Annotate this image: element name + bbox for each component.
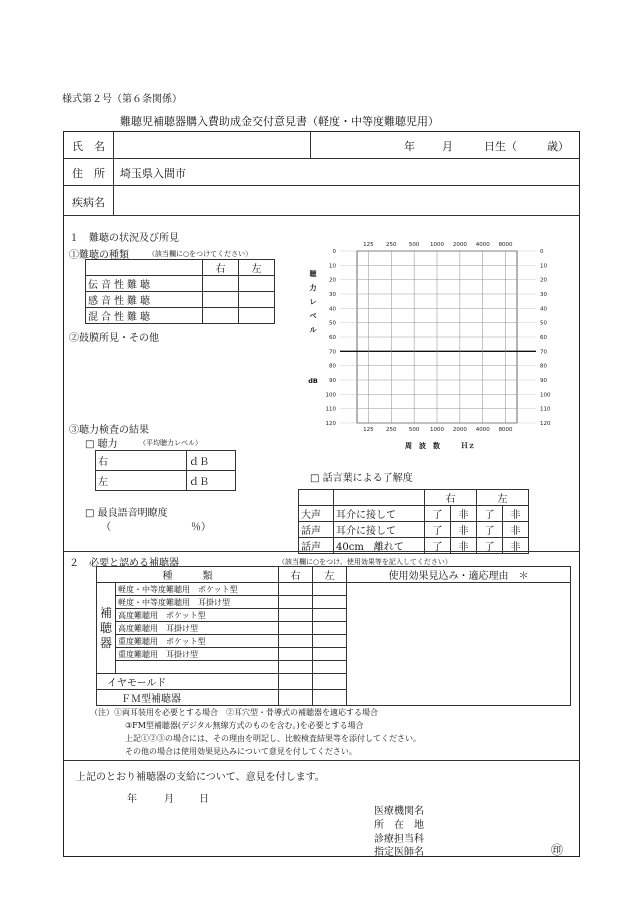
- item-severe-pocket: 高度難聴用 ポケット型: [116, 609, 279, 622]
- db-tick-right: 80: [540, 363, 547, 370]
- item-earmold-right[interactable]: [279, 674, 313, 690]
- item-mild-behind-ear-left[interactable]: [313, 596, 347, 609]
- db-tick-right: 90: [540, 378, 547, 384]
- speech-clarity-label[interactable]: □ 話言葉による了解度: [310, 473, 413, 484]
- speech-paren-close: ％）: [191, 522, 211, 533]
- address-label: 住 所: [72, 167, 105, 180]
- freq-tick-top: 500: [408, 242, 420, 248]
- freq-tick-top: 2000: [452, 242, 467, 248]
- speech-paren-open: （: [101, 522, 111, 533]
- freq-tick-bottom: 125: [363, 427, 374, 433]
- db-tick-left: 100: [325, 392, 336, 399]
- db-tick-left: 70: [329, 349, 336, 356]
- freq-tick-bottom: 8000: [498, 427, 513, 433]
- form-number: 様式第２号（第６条関係）: [62, 94, 182, 105]
- item-profound-behind-ear-left[interactable]: [313, 648, 347, 661]
- birth-month-label: 月: [442, 140, 453, 153]
- hearing-level-table: [95, 450, 236, 491]
- date-day: 日: [199, 794, 209, 805]
- col-right-header: 右: [279, 567, 313, 583]
- ylabel-unit: dB: [308, 377, 318, 385]
- freq-tick-top: 125: [363, 242, 374, 248]
- hearing-type-heading: ①難聴の種類: [69, 250, 129, 261]
- hearing-right-unit[interactable]: ｄＢ: [187, 451, 236, 471]
- type-conductive-right[interactable]: [203, 276, 239, 292]
- note-line-2: ③FM型補聴器(デジタル無線方式のものを含む。)を必要とする場合: [125, 721, 364, 730]
- freq-tick-top: 8000: [498, 242, 513, 248]
- freq-tick-top: 1000: [430, 242, 444, 248]
- hearing-aid-table: [96, 566, 571, 706]
- item-mild-pocket-right[interactable]: [279, 583, 313, 596]
- db-tick-left: 80: [329, 363, 336, 370]
- col-left-header: 左: [313, 567, 347, 583]
- ylabel-char: ベ: [309, 312, 317, 320]
- item-blank[interactable]: [116, 661, 279, 674]
- test-heading: ③聴力検査の結果: [69, 425, 149, 436]
- item-blank-left[interactable]: [313, 661, 347, 674]
- note-line-1: （注）①両耳装用を必要とする場合 ②耳穴型・骨導式の補聴器を適応する場合: [90, 708, 378, 717]
- ylabel-char: ル: [309, 326, 317, 334]
- type-sensorineural-left[interactable]: [239, 292, 275, 308]
- audiogram-chart: [300, 236, 562, 452]
- date-month: 月: [164, 794, 174, 805]
- hearing-level-note: （平均聴力レベル）: [139, 439, 202, 447]
- type-conductive-left[interactable]: [239, 276, 275, 292]
- db-tick-right: 110: [540, 406, 551, 413]
- db-tick-right: 30: [540, 292, 547, 298]
- type-mixed: 混合性難聴: [86, 308, 203, 324]
- type-mixed-left[interactable]: [239, 308, 275, 324]
- type-sensorineural-right[interactable]: [203, 292, 239, 308]
- item-profound-behind-ear: 重度難聴用 耳掛け型: [116, 648, 279, 661]
- item-blank-right[interactable]: [279, 661, 313, 674]
- db-tick-left: 0: [332, 249, 336, 255]
- db-tick-left: 90: [329, 378, 336, 384]
- freq-tick-bottom: 2000: [452, 427, 467, 433]
- birth-year-label: 年: [404, 140, 415, 153]
- item-profound-pocket: 重度難聴用 ポケット型: [116, 635, 279, 648]
- freq-tick-bottom: 1000: [430, 427, 444, 433]
- department-label: 診療担当科: [374, 834, 424, 845]
- db-tick-left: 40: [329, 306, 336, 313]
- db-tick-right: 50: [540, 320, 547, 327]
- speech-clarity-table: 右 左 大声 耳介に接して 了 非 了 非 話声 耳介に接して 了 非 了 非 話声 40cm 離れて 了 非 了 非: [298, 489, 529, 554]
- db-tick-left: 110: [325, 406, 336, 413]
- db-tick-left: 10: [329, 263, 336, 270]
- item-fm: ＦＭ型補聴器: [97, 690, 279, 706]
- institution-label: 医療機関名: [374, 806, 424, 817]
- freq-tick-bottom: 500: [408, 427, 420, 433]
- item-fm-right[interactable]: [279, 690, 313, 706]
- item-severe-behind-ear: 高度難聴用 耳掛け型: [116, 622, 279, 635]
- db-tick-right: 100: [540, 392, 551, 399]
- item-severe-behind-ear-right[interactable]: [279, 622, 313, 635]
- page-title: 難聴児補聴器購入費助成金交付意見書（軽度・中等度難聴児用）: [120, 115, 439, 128]
- hearing-left-unit[interactable]: ｄＢ: [187, 471, 236, 491]
- item-profound-pocket-left[interactable]: [313, 635, 347, 648]
- db-tick-left: 50: [329, 320, 336, 327]
- db-tick-right: 70: [540, 349, 547, 356]
- date-year: 年: [127, 794, 137, 805]
- hearing-type-note: （該当欄に○をつけてください）: [148, 250, 253, 258]
- address-value: 埼玉県入間市: [120, 167, 186, 180]
- item-mild-behind-ear: 軽度・中等度難聴用 耳掛け型: [116, 596, 279, 609]
- type-conductive: 伝音性難聴: [86, 276, 203, 292]
- freq-tick-bottom: 4000: [475, 427, 490, 433]
- db-tick-right: 10: [540, 263, 547, 270]
- item-fm-left[interactable]: [313, 690, 347, 706]
- disease-label: 疾病名: [72, 196, 105, 209]
- db-tick-left: 30: [329, 292, 336, 298]
- section2-note: （該当欄に○をつけ、使用効果等を記入してください）: [278, 558, 452, 566]
- name-label: 氏 名: [72, 140, 105, 153]
- note-line-3: 上記①②③の場合には、その理由を明記し、比較検査結果等を添付してください。: [125, 734, 421, 743]
- item-severe-pocket-left[interactable]: [313, 609, 347, 622]
- type-sensorineural: 感音性難聴: [86, 292, 203, 308]
- freq-tick-bottom: 250: [386, 427, 397, 433]
- freq-tick-top: 250: [386, 242, 397, 248]
- hearing-left-label: 左: [96, 471, 187, 491]
- age-label: 歳）: [547, 140, 569, 153]
- hearing-level-label[interactable]: □ 聴力: [85, 439, 118, 450]
- item-mild-pocket-left[interactable]: [313, 583, 347, 596]
- db-tick-right: 60: [540, 335, 547, 341]
- db-tick-left: 120: [325, 421, 336, 427]
- ylabel-char: レ: [309, 298, 317, 306]
- item-profound-behind-ear-right[interactable]: [279, 648, 313, 661]
- db-tick-left: 60: [329, 335, 336, 341]
- col-type-header: 種 類: [97, 567, 279, 583]
- statement: 上記のとおり補聴器の支給について、意見を付します。: [76, 772, 325, 783]
- hearing-type-table: 右 左 伝音性難聴 感音性難聴 混合性難聴: [85, 259, 275, 324]
- xlabel: 周 波 数 Ｈｚ: [405, 442, 475, 450]
- db-tick-right: 120: [540, 421, 551, 427]
- type-mixed-right[interactable]: [203, 308, 239, 324]
- item-earmold-left[interactable]: [313, 674, 347, 690]
- hearing-aid-group-label: 補 聴 器: [97, 583, 116, 674]
- db-tick-right: 40: [540, 306, 547, 313]
- item-severe-behind-ear-left[interactable]: [313, 622, 347, 635]
- ylabel-char: 聴: [309, 270, 317, 278]
- item-mild-pocket: 軽度・中等度難聴用 ポケット型: [116, 583, 279, 596]
- doctor-label: 指定医師名: [374, 847, 424, 858]
- ylabel-char: 力: [309, 284, 317, 292]
- seal-mark: ㊞: [551, 843, 564, 857]
- freq-tick-top: 4000: [475, 242, 490, 248]
- location-label: 所 在 地: [374, 820, 424, 831]
- db-tick-right: 20: [540, 277, 547, 284]
- col-reason-header: 使用効果見込み・適応理由 ＊: [347, 567, 571, 583]
- item-profound-pocket-right[interactable]: [279, 635, 313, 648]
- speech-best-label[interactable]: □ 最良語音明瞭度: [85, 508, 168, 519]
- section2-heading: ２ 必要と認める補聴器: [69, 558, 179, 569]
- hearing-right-label: 右: [96, 451, 187, 471]
- item-earmold: イヤモールド: [97, 674, 279, 690]
- reason-field[interactable]: [347, 583, 571, 706]
- item-mild-behind-ear-right[interactable]: [279, 596, 313, 609]
- note-line-4: その他の場合は使用効果見込みについて意見を付してください。: [125, 747, 357, 756]
- birth-day-label: 日生（: [484, 140, 517, 153]
- section1-heading: １ 難聴の状況及び所見: [69, 233, 179, 244]
- item-severe-pocket-right[interactable]: [279, 609, 313, 622]
- eardrum-heading: ②鼓膜所見・その他: [69, 333, 159, 344]
- db-tick-right: 0: [540, 249, 544, 255]
- db-tick-left: 20: [329, 277, 336, 284]
